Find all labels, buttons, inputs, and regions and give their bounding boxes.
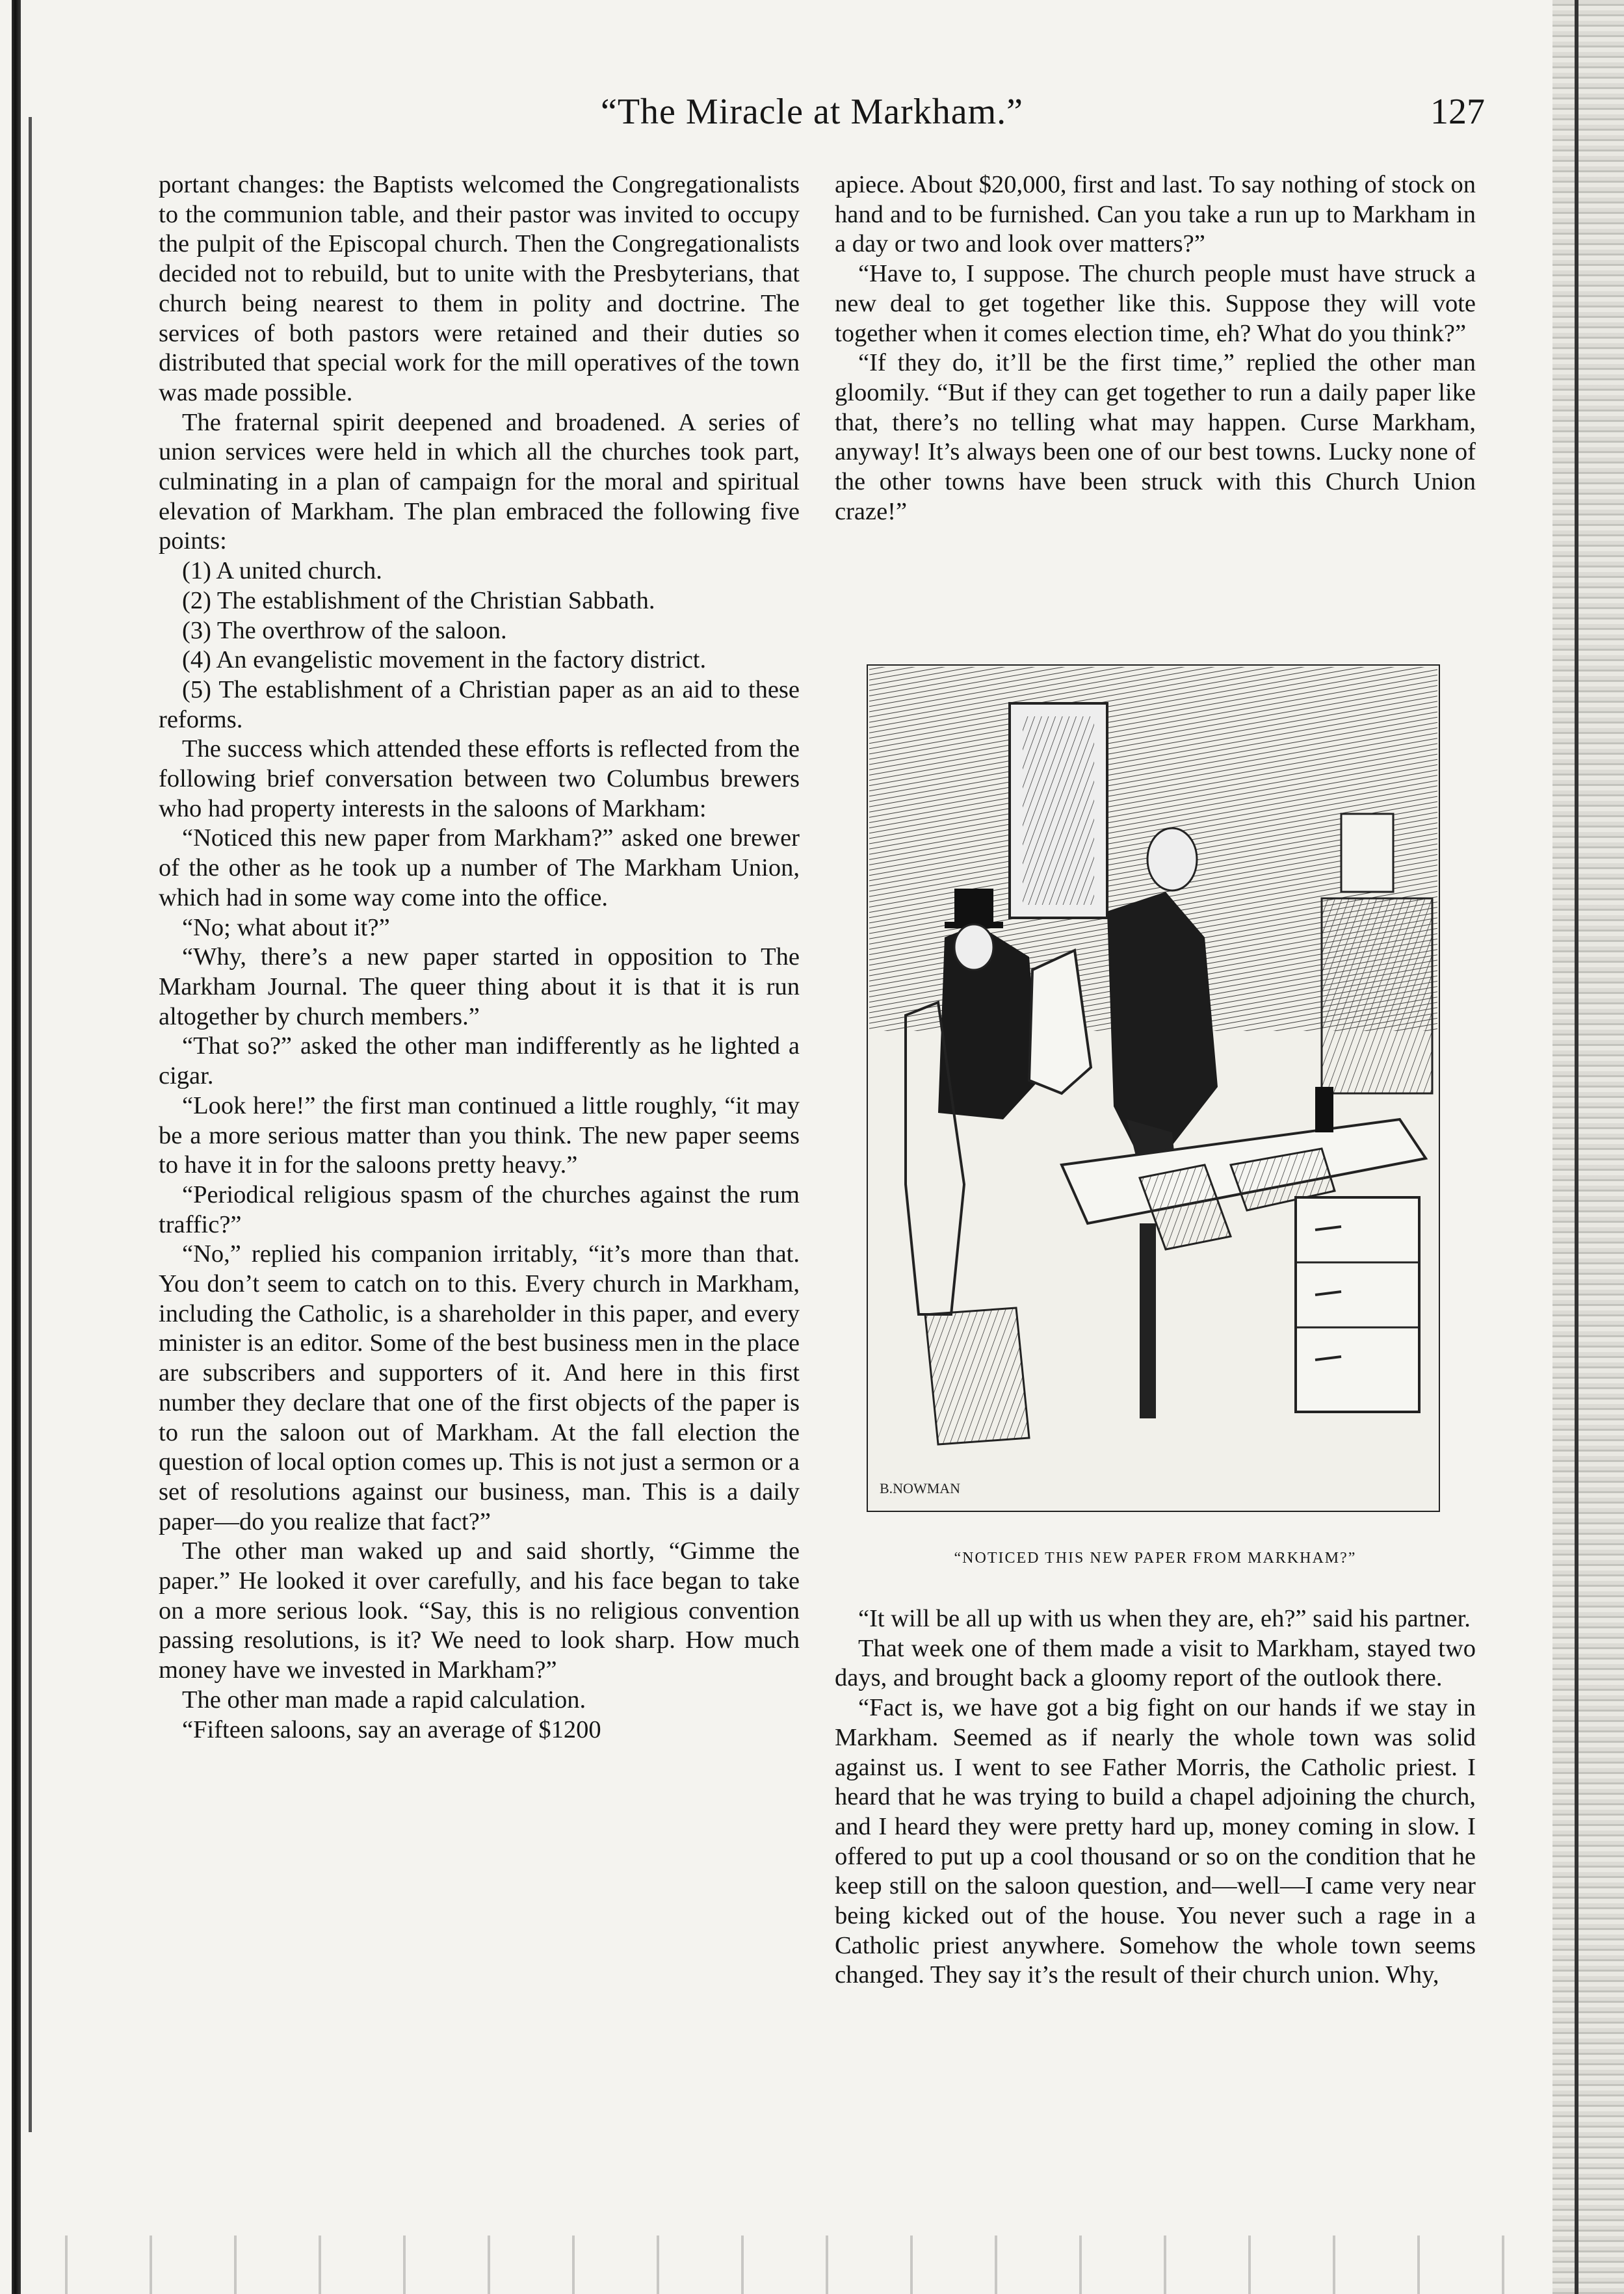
left-binding-edge xyxy=(12,0,21,2294)
right-column-top xyxy=(835,170,1476,527)
paragraph: “Fact is, we have got a big fight on our hands if we stay in Markham. Seemed as if nearly the whole town was solid against us. I went to see Father Morris, the Catholic priest. I heard that he was trying to build a chapel adjoining the church, and I heard they were pretty hard up, money coming in slow. I offered to put up a cool thousand or so on the condition that he keep still on the saloon question, and—well—I came very near being kicked out of the house. You never such a rage in a Catholic priest anywhere. Somehow the whole town seems changed. They say it’s the result of their church union. Why, xyxy=(835,1694,1476,1989)
paragraph: “Look here!” the first man continued a little roughly, “it may be a more serious matter than you think. The new paper seems to have it in for the saloons pretty heavy.” xyxy=(159,1091,800,1179)
paragraph: “No; what about it?” xyxy=(182,913,390,941)
paragraph: The success which attended these efforts is reflected from the following brief conversation between two Columbus brewers who had property interests in the saloons of Markham: xyxy=(159,735,800,822)
left-column xyxy=(159,170,800,1745)
page-number: 127 xyxy=(1430,92,1485,132)
paragraph: The other man made a rapid calculation. xyxy=(182,1686,586,1714)
running-title: “The Miracle at Markham.” xyxy=(600,92,1024,132)
paragraph: “No,” replied his companion irritably, “it’s more than that. You don’t seem to catch on to this. Every church in Markham, including the Catholic, is a shareholder in this paper, and every minister is an editor. Some of the best business men in the place are subscribers and supporters of it. And here in this first number they declare that one of the first objects of the paper is to run the saloon out of Markham. At the fall election the question of local option comes up. This is not just a sermon or a set of resolutions against our business, man. This is a daily paper—do you realize that fact?” xyxy=(159,1240,800,1535)
paragraph: “Periodical religious spasm of the churches against the rum traffic?” xyxy=(159,1180,800,1238)
paragraph: “If they do, it’ll be the first time,” replied the other man gloomily. “But if they can get together to run a daily paper like that, there’s no telling what may happen. Curse Markham, anyway! It’s always been one of our best towns. Lucky none of the other towns have been struck with this Church Union craze!” xyxy=(835,349,1476,525)
paragraph: “Have to, I suppose. The church people must have struck a new deal to get together like this. Suppose they will vote together when it comes election time, eh? What do you think?” xyxy=(835,260,1476,347)
left-binding-line xyxy=(29,117,32,2132)
paragraph: The other man waked up and said shortly, “Gimme the paper.” He looked it over carefully, and his face began to take on a more serious look. “Say, this is no religious convention passing resolutions, is it? We need to look sharp. How much money have we invested in Markham?” xyxy=(159,1537,800,1684)
paragraph: “It will be all up with us when they are, eh?” said his partner. xyxy=(858,1605,1471,1632)
paragraph: portant changes: the Baptists welcomed the Congregationalists to the communion table, and their pastor was invited to occupy the pulpit of the Episcopal church. Then the Congregationalists decided not to rebuild, but to unite with the Presbyterians, that church being nearest to them in polity and doctrine. The services of both pastors were retained and their duties so distributed that special work for the mill operatives of the town was made possible. xyxy=(159,171,800,406)
paragraph: “Fifteen saloons, say an average of $1200 xyxy=(182,1715,601,1743)
bottom-scan-noise xyxy=(39,2235,1546,2294)
list-item: (2) The establishment of the Christian Sabbath. xyxy=(182,586,655,614)
right-column-bottom xyxy=(835,1604,1476,1990)
right-binding-line xyxy=(1575,0,1578,2294)
list-item: (4) An evangelistic movement in the factory district. xyxy=(182,646,707,674)
paragraph: “That so?” asked the other man indifferently as he lighted a cigar. xyxy=(159,1032,800,1090)
paragraph: That week one of them made a visit to Markham, stayed two days, and brought back a gloomy report of the outlook there. xyxy=(835,1634,1476,1692)
paragraph: The fraternal spirit deepened and broadened. A series of union services were held in which all the churches took part, culminating in a plan of campaign for the moral and spiritual elevation of Markham. The plan embraced the following five points: xyxy=(159,408,800,555)
paragraph: apiece. About $20,000, first and last. To say nothing of stock on hand and to be furnished. Can you take a run up to Markham in a day or two and look over matters?” xyxy=(835,171,1476,258)
figure-caption: “NOTICED THIS NEW PAPER FROM MARKHAM?” xyxy=(954,1550,1357,1567)
right-page-edge xyxy=(1552,0,1624,2294)
list-item: (5) The establishment of a Christian paper as an aid to these reforms. xyxy=(159,675,800,733)
list-item: (1) A united church. xyxy=(182,557,382,585)
artist-signature: B.NOWMAN xyxy=(880,1480,961,1496)
list-item: (3) The overthrow of the saloon. xyxy=(182,616,507,644)
paragraph: “Noticed this new paper from Markham?” asked one brewer of the other as he took up a number of The Markham Union, which had in some way come into the office. xyxy=(159,824,800,911)
illustration xyxy=(867,664,1440,1512)
paragraph: “Why, there’s a new paper started in opposition to The Markham Journal. The queer thing about it is that it is run altogether by church members.” xyxy=(159,943,800,1030)
